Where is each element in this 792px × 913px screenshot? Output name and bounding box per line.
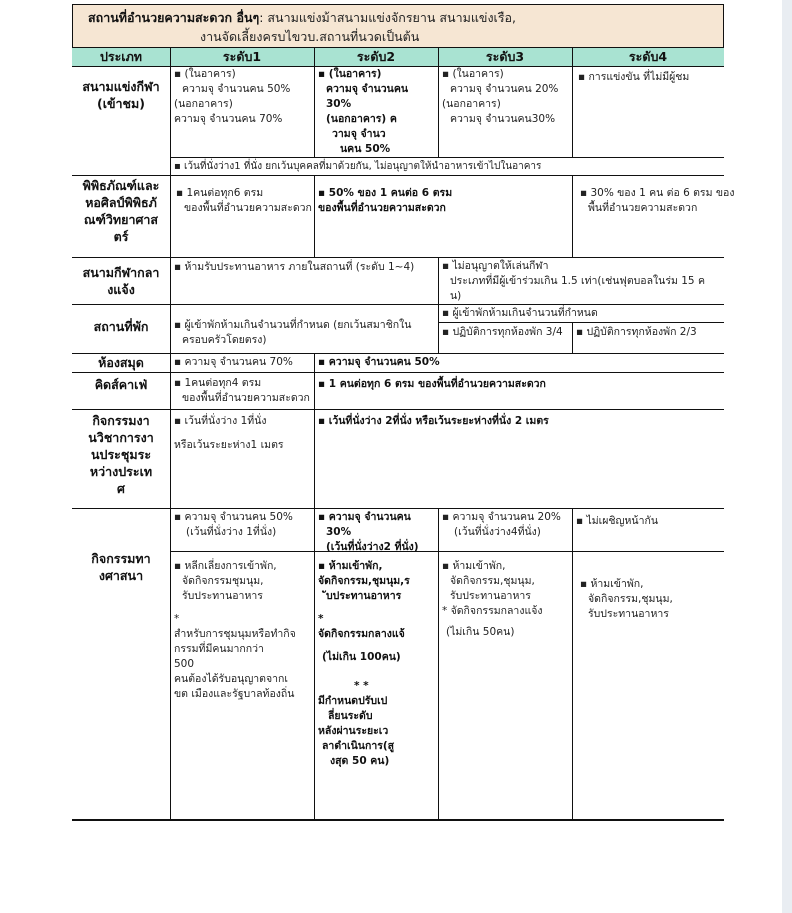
cell-kidscafe-level1: [174, 376, 310, 406]
cell-line: นคน 50%: [340, 143, 391, 155]
cell-museum-level1: [176, 186, 312, 216]
cell-line: ความจุ จำนวนคน30%: [450, 113, 556, 125]
spacer: [318, 604, 410, 612]
cell-line: ▪ ห้ามเข้าพัก,: [580, 578, 644, 590]
cell-religion-top-level1: [174, 510, 293, 540]
cell-line: ▪ ความจุ จำนวนคน: [318, 511, 411, 523]
category-line: งแจ้ง: [107, 282, 135, 297]
cell-line: รับประทานอาหาร: [450, 590, 531, 602]
cell-line: รับประทานอาหาร: [182, 590, 263, 602]
cell-religion-top-level2: [318, 510, 419, 555]
cell-line: ครอบครัวโดยตรง): [182, 334, 267, 346]
cell-line: 500: [174, 658, 195, 670]
cell-line: 30%: [326, 526, 352, 538]
title-bold: สถานที่อำนวยความสะดวก อื่นๆ: [88, 10, 260, 25]
cell-line: ▪ ห้ามเข้าพัก,: [442, 560, 506, 572]
cell-line: ▪ (ในอาคาร): [318, 68, 382, 80]
cell-lodging-level3-4: ▪ ผู้เข้าพักห้ามเกินจำนวนที่กำหนด: [442, 307, 598, 319]
cell-line: *: [174, 613, 180, 625]
cell-lodging-level3: ▪ ปฏิบัติการทุกห้องพัก 3/4: [442, 326, 563, 338]
rule: [723, 4, 724, 48]
rule: [72, 4, 724, 5]
cell-religion-bottom-level2: [318, 559, 410, 769]
cell-library-level1: ▪ ความจุ จำนวนคน 70%: [174, 356, 293, 368]
cell-line: (นอกอาคาร): [442, 98, 501, 110]
cell-line: ▪ 30% ของ 1 คน ต่อ 6 ตรม ของ: [580, 187, 735, 199]
cell-line: ความจุ จำนวนคน: [326, 83, 409, 95]
category-lodging: สถานที่พัก: [93, 319, 149, 334]
cell-line: ความจุ จำนวนคน 50%: [182, 83, 291, 95]
cell-line: มีกำหนดปรับเป: [318, 695, 388, 707]
cell-line: 30%: [326, 98, 352, 110]
cell-line: จัดกิจกรรม,ชุมนุม,: [588, 593, 673, 605]
rule: [572, 508, 573, 820]
cell-line: หลังผ่านระยะเว: [318, 725, 389, 737]
cell-line: (เว้นที่นั่งว่าง4ที่นั่ง): [454, 526, 541, 538]
cell-line: ความจุ จำนวนคน 70%: [174, 113, 283, 125]
category-line: นวิชาการงา: [88, 430, 154, 445]
cell-stadium-level1: [174, 67, 290, 127]
rule: [72, 4, 73, 48]
cell-events-level1: [174, 414, 284, 453]
cell-line: สำหรับการชุมนุมหรือทำกิจ: [174, 628, 296, 640]
cell-line: ▪ เว้นที่นั่งว่าง 1ที่นั่ง: [174, 415, 267, 427]
cell-line: ▪ (ในอาคาร): [174, 68, 236, 80]
title-rest: : สนามแข่งม้าสนามแข่งจักรยาน สนามแข่งเรือ,: [259, 10, 517, 25]
cell-line: ▪ 50% ของ 1 คนต่อ 6 ตรม: [318, 187, 453, 199]
rule: [170, 551, 724, 552]
category-museum: [72, 177, 170, 245]
cell-line: ของพื้นที่อำนวยความสะดวก: [318, 202, 446, 214]
cell-line: (ไม่เกิน 100คน): [322, 651, 401, 663]
cell-line: (ไม่เกิน 50คน): [446, 626, 515, 638]
cell-stadium-note: ▪ เว้นที่นั่งว่าง1 ที่นั่ง ยกเว้นบุคคลที่มาด้วยกัน, ไม่อนุญาตให้นำอาหารเข้าไปในอาคาร: [174, 161, 542, 172]
spacer: [174, 604, 296, 612]
cell-outdoor-level3-4: [442, 259, 705, 304]
cell-religion-top-level3: [442, 510, 561, 540]
cell-line: * จัดกิจกรรมกลางแจ้ง: [442, 605, 543, 617]
cell-events-level2-4: ▪ เว้นที่นั่งว่าง 2ที่นั่ง หรือเว้นระยะห่างที่นั่ง 2 เมตร: [318, 415, 549, 427]
cell-line: * *: [354, 680, 369, 692]
category-line: ศ: [117, 481, 125, 496]
cell-religion-top-level4: ▪ ไม่เผชิญหน้ากัน: [576, 515, 659, 527]
cell-line: *: [318, 613, 324, 625]
category-line: สนามกีฬากลา: [82, 265, 160, 280]
cell-line: (เว้นที่นั่งว่าง 1ที่นั่ง): [186, 526, 277, 538]
category-outdoor-sports: [72, 264, 170, 298]
rule: [314, 353, 315, 820]
cell-religion-bottom-level3: [442, 559, 543, 640]
cell-line: ลี่ยนระดับ: [328, 710, 373, 722]
cell-lodging-level4: ▪ ปฏิบัติการทุกห้องพัก 2/3: [576, 326, 697, 338]
cell-line: ประเภทที่มีผู้เข้าร่วมเกิน 1.5 เท่า(เช่นฟุตบอลในร่ม 15 ค: [450, 275, 705, 287]
cell-line: ของพื้นที่อำนวยความสะดวก: [184, 202, 312, 214]
cell-line: ▪ ห้ามเข้าพัก,: [318, 560, 383, 572]
cell-line: (นอกอาคาร): [174, 98, 233, 110]
cell-line: คนต้องได้รับอนุญาตจากเ: [174, 673, 288, 685]
cell-line: ▪ (ในอาคาร): [442, 68, 504, 80]
category-kids-cafe: คิดส์คาเฟ่: [94, 377, 148, 392]
cell-line: รับประทานอาหาร: [588, 608, 669, 620]
cell-line: วามจุ จำนว: [332, 128, 386, 140]
category-line: หอศิลป์พิพิธภั: [85, 195, 157, 210]
rule: [170, 48, 171, 820]
cell-line: กรรมที่มีคนมากกว่า: [174, 643, 264, 655]
cell-stadium-level3: [442, 67, 558, 127]
cell-line: ▪ ไม่อนุญาตให้เล่นกีฬา: [442, 260, 549, 272]
category-line: พิพิธภัณฑ์และ: [82, 178, 160, 193]
cell-stadium-level2: [318, 67, 408, 157]
cell-outdoor-level1-2: ▪ ห้ามรับประทานอาหาร ภายในสถานที่ (ระดับ 1~4): [174, 261, 415, 273]
category-line: กิจกรรมทา: [91, 551, 151, 566]
col-header-level4: ระดับ4: [628, 49, 668, 64]
scrollbar-track[interactable]: [782, 0, 792, 913]
col-header-type: ประเภท: [99, 49, 143, 64]
cell-line: ความจุ จำนวนคน 20%: [450, 83, 559, 95]
rule: [438, 257, 439, 354]
cell-line: ▪ หลีกเลี่ยงการเข้าพัก,: [174, 560, 277, 572]
col-header-level1: ระดับ1: [222, 49, 262, 64]
category-religious: [72, 550, 170, 584]
category-line: หว่างประเท: [89, 464, 153, 479]
cell-line: ับประทานอาหาร: [326, 590, 402, 602]
category-line: กิจกรรมงา: [92, 413, 150, 428]
col-header-level2: ระดับ2: [356, 49, 396, 64]
cell-line: ▪ ผู้เข้าพักห้ามเกินจำนวนที่กำหนด (ยกเว้นสมาชิกใน: [174, 319, 412, 331]
category-stadium: [72, 78, 170, 112]
category-academic-events: [72, 412, 170, 497]
rule: [438, 508, 439, 820]
cell-line: (เว้นที่นั่งว่าง2 ที่นั่ง): [326, 541, 419, 553]
cell-line: งสุด 50 คน): [330, 755, 390, 767]
cell-stadium-level4: [578, 70, 689, 85]
cell-line: ▪ การแข่งขัน ที่ไม่มีผู้ชม: [578, 71, 690, 83]
spacer: [174, 429, 284, 438]
cell-line: พื้นที่อำนวยความสะดวก: [588, 202, 698, 214]
category-line: นประชุมระ: [90, 447, 152, 462]
rule: [572, 322, 573, 354]
cell-lodging-level1-2: [174, 318, 411, 348]
cell-line: (นอกอาคาร) ค: [326, 113, 397, 125]
category-line: (เข้าชม): [97, 96, 145, 111]
cell-library-level2-4: ▪ ความจุ จำนวนคน 50%: [318, 356, 440, 368]
cell-line: ▪ 1คนต่อทุก6 ตรม: [176, 187, 264, 199]
rule: [314, 175, 315, 258]
cell-religion-bottom-level4: [580, 577, 673, 622]
cell-kidscafe-level2-4: ▪ 1 คนต่อทุก 6 ตรม ของพื้นที่อำนวยความสะดวก: [318, 378, 546, 390]
rule: [314, 48, 315, 158]
rule: [170, 157, 724, 158]
category-line: ณฑ์วิทยาศาส: [83, 212, 159, 227]
cell-line: จัดกิจกรรม,ชุมนุม,ร: [318, 575, 410, 587]
rule: [572, 175, 573, 258]
rule: [572, 48, 573, 158]
cell-museum-level2-3: [318, 186, 452, 216]
category-line: ตร์: [113, 229, 129, 244]
cell-line: ของพื้นที่อำนวยความสะดวก: [182, 392, 310, 404]
rule: [438, 48, 439, 158]
title-line2: งานจัดเลี้ยงครบไขวบ.สถานที่นวดเป็นต้น: [200, 29, 420, 44]
page-title: [88, 8, 718, 46]
cell-line: ▪ 1คนต่อทุก4 ตรม: [174, 377, 262, 389]
cell-line: จัดกิจกรรม,ชุมนุม,: [450, 575, 535, 587]
cell-line: ▪ ความจุ จำนวนคน 20%: [442, 511, 561, 523]
cell-line: หรือเว้นระยะห่าง1 เมตร: [174, 439, 284, 451]
cell-line: จัดกิจกรรมกลางแจ้: [318, 628, 405, 640]
cell-line: ลาดำเนินการ(สู: [322, 740, 395, 752]
cell-religion-bottom-level1: [174, 559, 296, 702]
category-line: งศาสนา: [98, 568, 144, 583]
cell-line: น): [450, 290, 462, 302]
category-library: ห้องสมุด: [98, 355, 144, 370]
col-header-level3: ระดับ3: [485, 49, 525, 64]
spacer: [318, 642, 410, 650]
spacer: [318, 665, 410, 679]
rule: [438, 322, 724, 323]
category-line: สนามแข่งกีฬา: [82, 79, 160, 94]
cell-line: ขต เมืองและรัฐบาลท้องถิ่น: [174, 688, 295, 700]
cell-line: ▪ ความจุ จำนวนคน 50%: [174, 511, 293, 523]
cell-line: จัดกิจกรรมชุมนุม,: [182, 575, 264, 587]
cell-museum-level4: [580, 186, 734, 216]
